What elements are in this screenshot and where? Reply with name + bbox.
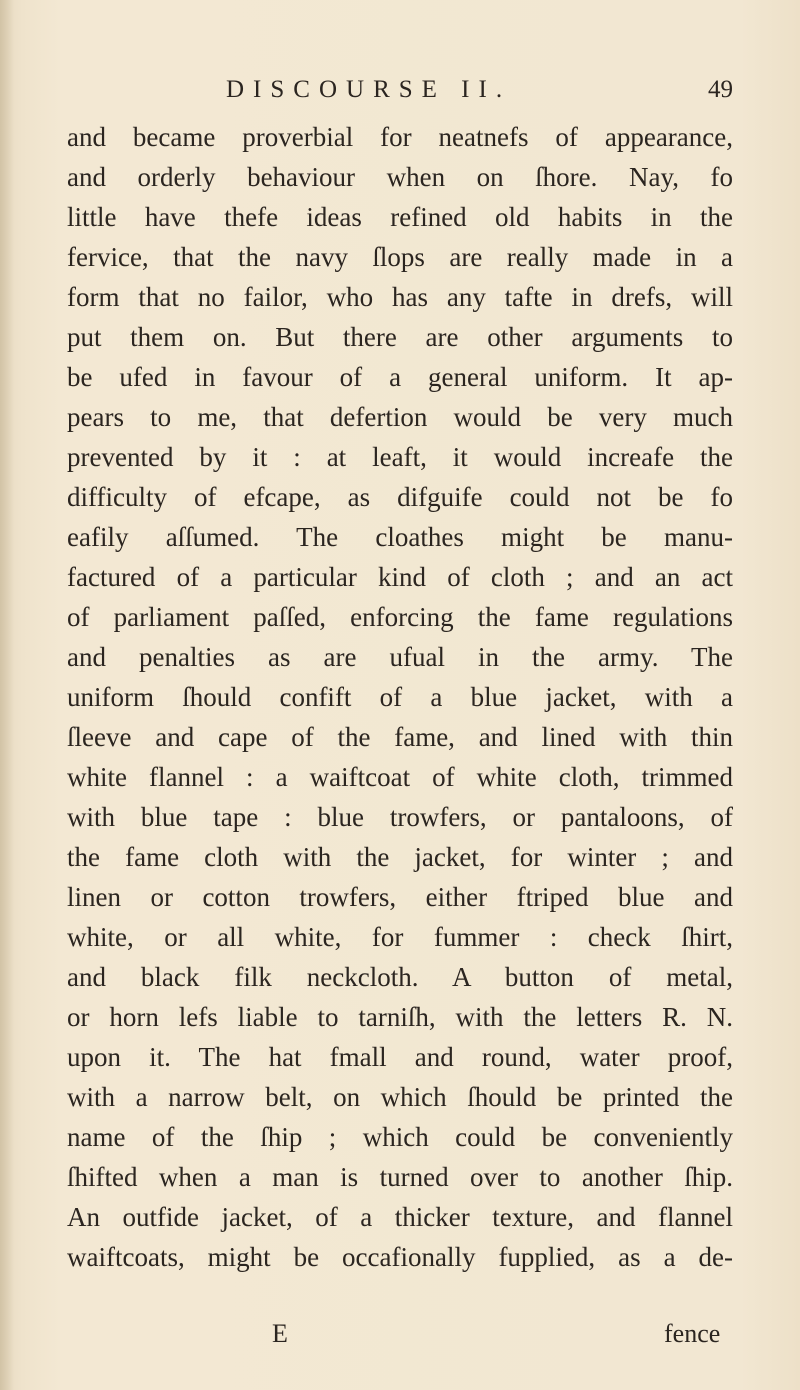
text-line: form that no failor, who has any tafte in drefs, will	[67, 282, 733, 312]
text-line: with blue tape : blue trowfers, or pantaloons, of	[67, 802, 733, 832]
text-line: ſhifted when a man is turned over to another ſhip.	[67, 1162, 733, 1192]
text-line: and became proverbial for neatnefs of appearance,	[67, 122, 733, 152]
text-line: name of the ſhip ; which could be conveniently	[67, 1122, 733, 1152]
text-line: white, or all white, for fummer : check ſhirt,	[67, 922, 733, 952]
catchline	[0, 1316, 800, 1352]
running-title: DISCOURSE II.	[226, 76, 512, 103]
text-line: linen or cotton trowfers, either ftriped blue and	[67, 882, 733, 912]
text-line: eafily aſſumed. The cloathes might be manu-	[67, 522, 733, 552]
text-line: fervice, that the navy ſlops are really made in a	[67, 242, 733, 272]
text-line: ſleeve and cape of the fame, and lined with thin	[67, 722, 733, 752]
text-line: and black filk neckcloth. A button of metal,	[67, 962, 733, 992]
text-line: factured of a particular kind of cloth ; and an act	[67, 562, 733, 592]
text-line: little have thefe ideas refined old habits in the	[67, 202, 733, 232]
text-line: be ufed in favour of a general uniform. It ap-	[67, 362, 733, 392]
text-line: put them on. But there are other arguments to	[67, 322, 733, 352]
running-head	[0, 70, 800, 110]
text-line: and penalties as are ufual in the army. The	[67, 642, 733, 672]
text-line: upon it. The hat fmall and round, water proof,	[67, 1042, 733, 1072]
text-line: uniform ſhould confift of a blue jacket, with a	[67, 682, 733, 712]
text-line: with a narrow belt, on which ſhould be printed the	[67, 1082, 733, 1112]
text-line: and orderly behaviour when on ſhore. Nay, fo	[67, 162, 733, 192]
text-line: of parliament paſſed, enforcing the fame regulations	[67, 602, 733, 632]
text-line: difficulty of efcape, as difguife could not be fo	[67, 482, 733, 512]
text-line: or horn lefs liable to tarniſh, with the letters R. N.	[67, 1002, 733, 1032]
page-number: 49	[708, 76, 733, 103]
text-line: pears to me, that defertion would be very much	[67, 402, 733, 432]
body-text	[67, 117, 733, 1277]
text-line: An outfide jacket, of a thicker texture, and flannel	[67, 1202, 733, 1232]
text-line: prevented by it : at leaft, it would increafe the	[67, 442, 733, 472]
signature-mark: E	[272, 1319, 288, 1348]
text-line: the fame cloth with the jacket, for winter ; and	[67, 842, 733, 872]
catchword: fence	[664, 1319, 721, 1348]
text-line: waiftcoats, might be occafionally fupplied, as a de-	[67, 1242, 733, 1272]
gutter-shadow	[0, 0, 14, 1390]
text-line: white flannel : a waiftcoat of white cloth, trimmed	[67, 762, 733, 792]
